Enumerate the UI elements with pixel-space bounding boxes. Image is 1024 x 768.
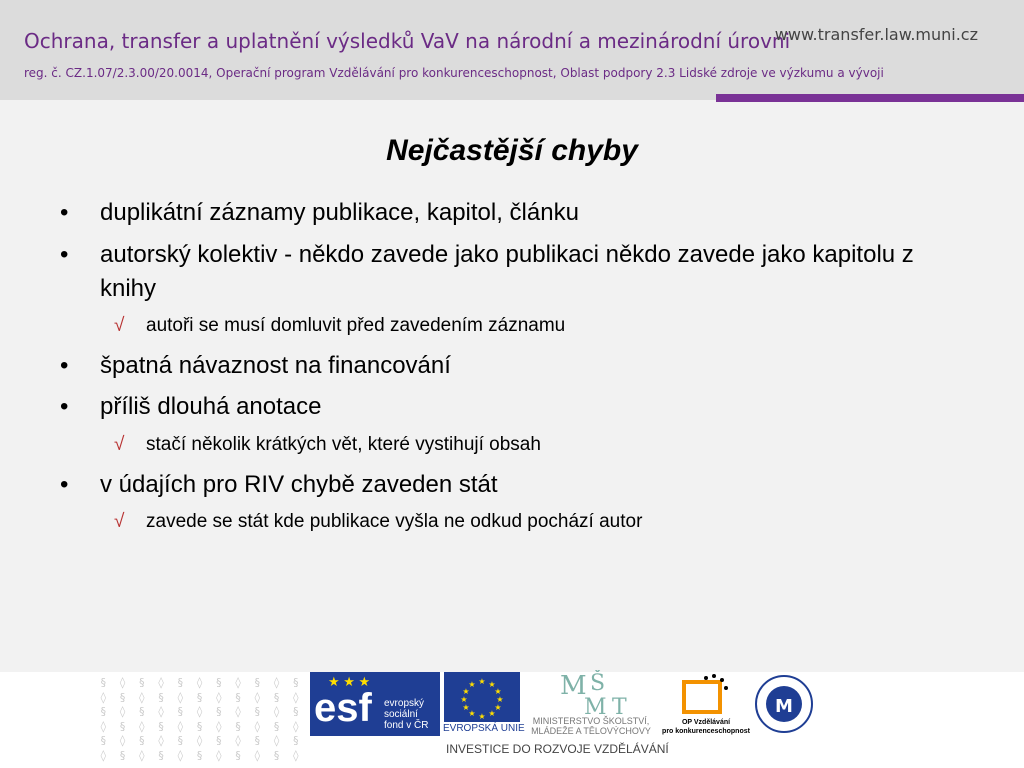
bullet-icon: • [60, 352, 69, 379]
list-item-text: špatná návaznost na financování [100, 352, 451, 379]
sub-item [114, 509, 643, 535]
list-item-text: autorský kolektiv - někdo zavede jako publikaci někdo zavede jako kapitolu z knihy [100, 241, 914, 302]
svg-text:M: M [584, 695, 607, 718]
list-item [60, 349, 960, 383]
list-item-text: v údajích pro RIV chybě zaveden stát [100, 471, 498, 498]
list-item [60, 390, 960, 424]
eu-flag-icon [444, 672, 520, 722]
check-icon: √ [114, 511, 125, 532]
svg-text:★: ★ [494, 703, 502, 712]
esf-logo-text: esf [314, 686, 372, 730]
svg-text:★: ★ [478, 712, 486, 721]
paragraph-pattern-decoration: § ◊ § ◊ § ◊ § ◊ § ◊ § ◊ § ◊ § ◊ § ◊ § ◊ § ◊ § ◊ § ◊ § ◊ § ◊ § ◊ § ◊ § ◊ § ◊ § ◊ § ◊ § ◊ § ◊ § ◊ § ◊ § ◊ § ◊ [100, 676, 264, 762]
op-label: OP Vzdělávání pro konkurenceschopnost [662, 719, 750, 735]
svg-text:M: M [560, 671, 587, 701]
list-item-text: příliš dlouhá anotace [100, 393, 322, 420]
svg-text:★: ★ [468, 709, 476, 718]
check-icon: √ [114, 315, 125, 336]
bullet-icon: • [60, 199, 69, 226]
esf-logo [310, 672, 440, 736]
check-icon: √ [114, 434, 125, 455]
accent-bar [716, 94, 1024, 102]
svg-text:M: M [775, 696, 793, 717]
list-item-text: duplikátní záznamy publikace, kapitol, článku [100, 199, 579, 226]
list-item [60, 238, 960, 306]
esf-stars-icon: ★ ★ ★ [328, 674, 371, 689]
list-item [60, 196, 960, 230]
msmt-label: MINISTERSTVO ŠKOLSTVÍ, MLÁDEŽE A TĚLOVÝCHOVY [531, 716, 651, 736]
svg-text:★: ★ [478, 677, 486, 686]
masaryk-university-seal-icon [754, 672, 814, 736]
svg-text:★: ★ [494, 687, 502, 696]
svg-text:★: ★ [462, 687, 470, 696]
svg-text:T: T [612, 695, 627, 718]
bullet-icon: • [60, 471, 69, 498]
list-item [60, 468, 960, 502]
slide-title: Nejčastější chyby [386, 134, 638, 167]
eu-label: EVROPSKÁ UNIE [443, 723, 525, 734]
sub-item [114, 432, 541, 458]
sub-item-text: stačí několik krátkých vět, které vystihují obsah [146, 434, 541, 455]
svg-text:Š: Š [590, 671, 606, 696]
sub-item-text: autoři se musí domluvit před zavedením záznamu [146, 315, 566, 336]
project-title: Ochrana, transfer a uplatnění výsledků VaV na národní a mezinárodní úrovni [24, 29, 791, 53]
svg-text:★: ★ [462, 703, 470, 712]
header-banner [0, 0, 1024, 100]
project-subtitle: reg. č. CZ.1.07/2.3.00/20.0014, Operační program Vzdělávání pro konkurenceschopnost, Oblast podpory 2.3 Lidské zdroje ve výzkumu a vývoji [24, 66, 884, 80]
bullet-icon: • [60, 241, 69, 268]
svg-text:★: ★ [488, 680, 496, 689]
sub-item-text: zavede se stát kde publikace vyšla ne odkud pochází autor [146, 511, 643, 532]
bullet-icon: • [60, 393, 69, 420]
svg-text:★: ★ [496, 695, 504, 704]
project-url[interactable]: www.transfer.law.muni.cz [774, 25, 978, 44]
sub-item [114, 313, 566, 339]
esf-caption: evropský sociální fond v ČR [384, 698, 429, 731]
svg-text:★: ★ [468, 680, 476, 689]
investment-slogan: INVESTICE DO ROZVOJE VZDĚLÁVÁNÍ [446, 742, 669, 756]
svg-text:★: ★ [488, 709, 496, 718]
svg-text:★: ★ [460, 695, 468, 704]
